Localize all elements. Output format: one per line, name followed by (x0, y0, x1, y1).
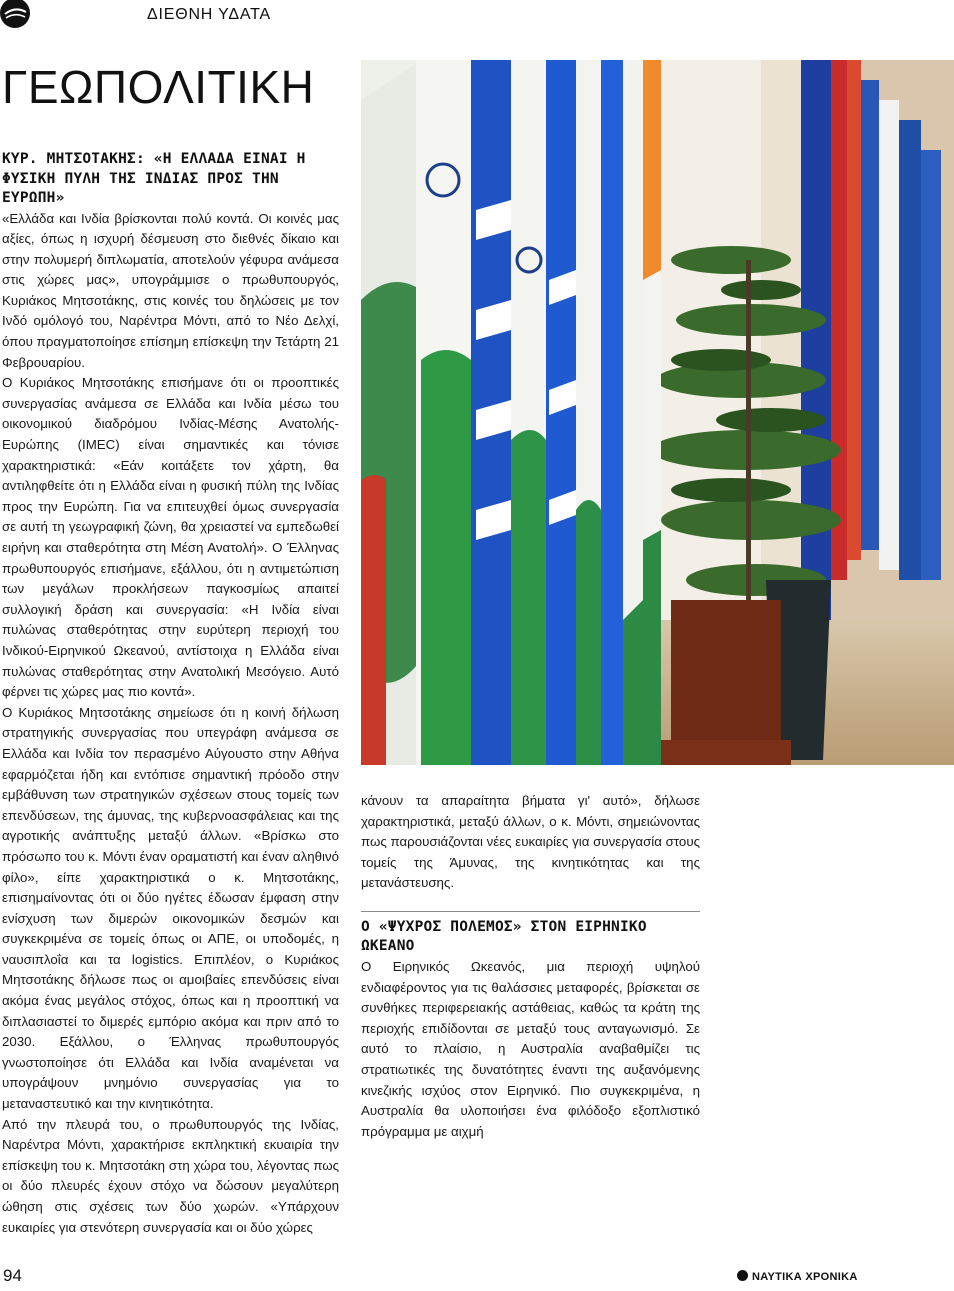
page-number: 94 (3, 1266, 22, 1285)
article-paragraph: «Ελλάδα και Ινδία βρίσκονται πολύ κοντά. Οι κοινές μας αξίες, όπως η ισχυρή δέσμευση στο διεθνές δίκαιο και στην πολυμερή διπλωματία, αποτελούν γέφυρα ανάμεσα στις χώρες μας», υπογράμμισε ο πρωθυπουργός, Κυριάκος Μητσοτάκης, στις κοινές του δηλώσεις με τον Ινδό ομόλογό του, Ναρέντρα Μόντι, από το Νέο Δελχί, όπου πραγματοποίησε επίσημη επίσκεψη την Τετάρτη 21 Φεβρουαρίου. (2, 210, 339, 370)
article-paragraph: Ο Κυριάκος Μητσοτάκης σημείωσε ότι η κοινή δήλωση στρατηγικής συνεργασίας που υπεγράφη ανάμεσα σε Ελλάδα και Ινδία τον περασμένο Αύγουστο στην Αθήνα εφαρμόζεται ήδη και εντόπισε σημαντική πρόοδο στην εμβάθυνση των στρατηγικών σχέσεων στους τομείς των επενδύσεων, της άμυνας, της κυβερνοασφάλειας και της αγροτικής ανάπτυξης μεταξύ άλλων. «Βρίσκω στο πρόσωπο του κ. Μόντι έναν οραματιστή και έναν αληθινό φίλο», είπε χαρακτηριστικά ο κ. Μητσοτάκης, επισημαίνοντας ότι οι δύο ηγέτες έδωσαν έμφαση στην ενίσχυση των διμερών οικονομικών δεσμών και συγκεκριμένα σε τομείς όπως οι ΑΠΕ, οι υποδομές, η ναυσιπλοΐα και τα logistics. Επιπλέον, ο Κυριάκος Μητσοτάκης δήλωσε πως οι αμοιβαίες επενδύσεις είναι ακόμα ένας μεγάλος στόχος, όπως και η προοπτική να διπλασιαστεί το διμερές εμπόριο ακόμα και πριν από το 2030. Εξάλλου, ο Έλληνας πρωθυπουργός γνωστοποίησε ότι Ελλάδα και Ινδία αναμένεται να υπογράψουν μνημόνιο συνεργασίας για το μεταναστευτικό και την κινητικότητα. (2, 704, 339, 1112)
article-column-left (2, 150, 339, 1238)
section-label: ΔΙΕΘΝΗ ΥΔΑΤΑ (147, 6, 272, 23)
article-subtitle: Ο «ΨΥΧΡΟΣ ΠΟΛΕΜΟΣ» ΣΤΟΝ ΕΙΡΗΝΙΚΟ ΩΚΕΑΝΟ (361, 918, 647, 955)
article-column-right (361, 791, 700, 1142)
article-paragraph: Ο Ειρηνικός Ωκεανός, μια περιοχή υψηλού ενδιαφέροντος για τις θαλάσσιες μεταφορές, βρίσκεται σε συνθήκες περιφερειακής αστάθειας, καθώς τα κράτη της περιοχής επιδίδονται σε μεταξύ τους ανταγωνισμό. Σε αυτό το πλαίσιο, η Αυστραλία αναβαθμίζει τις στρατιωτικές της δυνατότητες έναντι της αυξανόμενης κινεζικής ισχύος στον Ειρηνικό. Πιο συγκεκριμένα, η Αυστραλία θα υλοποιήσει ένα φιλόδοξο εξοπλιστικό πρόγραμμα με αιχμή (361, 958, 700, 1139)
section-divider (361, 911, 700, 912)
article-photo (361, 60, 954, 765)
brand-logo-icon (737, 1270, 748, 1281)
flags-and-plants-photo-icon (361, 60, 954, 765)
article-paragraph-continued: κάνουν τα απαραίτητα βήματα γι' αυτό», δήλωσε χαρακτηριστικά, μεταξύ άλλων, ο κ. Μόντι, σημειώνοντας πως παρουσιάζονται νέες ευκαιρίες για συνεργασία στους τομείς της Άμυνας, της κινητικότητας και της μετανάστευσης. (361, 793, 700, 891)
magazine-logo-icon (0, 0, 34, 30)
footer-brand (737, 1270, 858, 1283)
article-paragraph: Ο Κυριάκος Μητσοτάκης επισήμανε ότι οι προοπτικές συνεργασίας ανάμεσα σε Ελλάδα και Ινδία μέσω του οικονομικού διαδρόμου Ινδίας-Μέσης Ανατολής-Ευρώπης (IMEC) είναι σημαντικές και τόνισε χαρακτηριστικά: «Εάν κοιτάξετε τον χάρτη, θα αντιληφθείτε ότι η Ελλάδα είναι η φυσική πύλη της Ινδίας προς την Ευρώπη. Για να επιτευχθεί όμως συνεργασία σε αυτή τη γεωγραφική ζώνη, θα χρειαστεί να εμπεδωθεί ειρήνη και σταθερότητα στη Μέση Ανατολή». Ο Έλληνας πρωθυπουργός επισήμανε, εξάλλου, ότι η αντιμετώπιση των μεγάλων προκλήσεων παγκοσμίως απαιτεί συλλογική δράση και συνεργασία: «Η Ινδία είναι πυλώνας σταθερότητας στην ευρύτερη περιοχή του Ινδικού-Ειρηνικού Ωκεανού, αντίστοιχα η Ελλάδα είναι πυλώνας σταθερότητας στην Ανατολική Μεσόγειο. Αυτό φέρνει τις χώρες μας πιο κοντά». (2, 375, 339, 700)
article-paragraph: Από την πλευρά του, ο πρωθυπουργός της Ινδίας, Ναρέντρα Μόντι, χαρακτήρισε εκπληκτική εκυαιρία την επίσκεψη του κ. Μητσοτάκη στη χώρα του, λέγοντας πως οι δύο πλευρές έχουν στόχο να δώσουν μεγαλύτερη ώθηση στις σχέσεις των δύο χωρών. «Υπάρχουν ευκαιρίες για στενότερη συνεργασία και οι δύο χώρες (2, 1116, 339, 1235)
footer-brand-label: ΝΑΥΤΙΚΑ ΧΡΟΝΙΚΑ (752, 1271, 858, 1283)
page-headline: ΓΕΩΠΟΛΙΤΙΚΗ (2, 61, 315, 113)
article-title: ΚΥΡ. ΜΗΤΣΟΤΑΚΗΣ: «Η ΕΛΛΑΔΑ ΕΙΝΑΙ Η ΦΥΣΙΚΗ ΠΥΛΗ ΤΗΣ ΙΝΔΙΑΣ ΠΡΟΣ ΤΗΝ ΕΥΡΩΠΗ» (2, 151, 306, 206)
